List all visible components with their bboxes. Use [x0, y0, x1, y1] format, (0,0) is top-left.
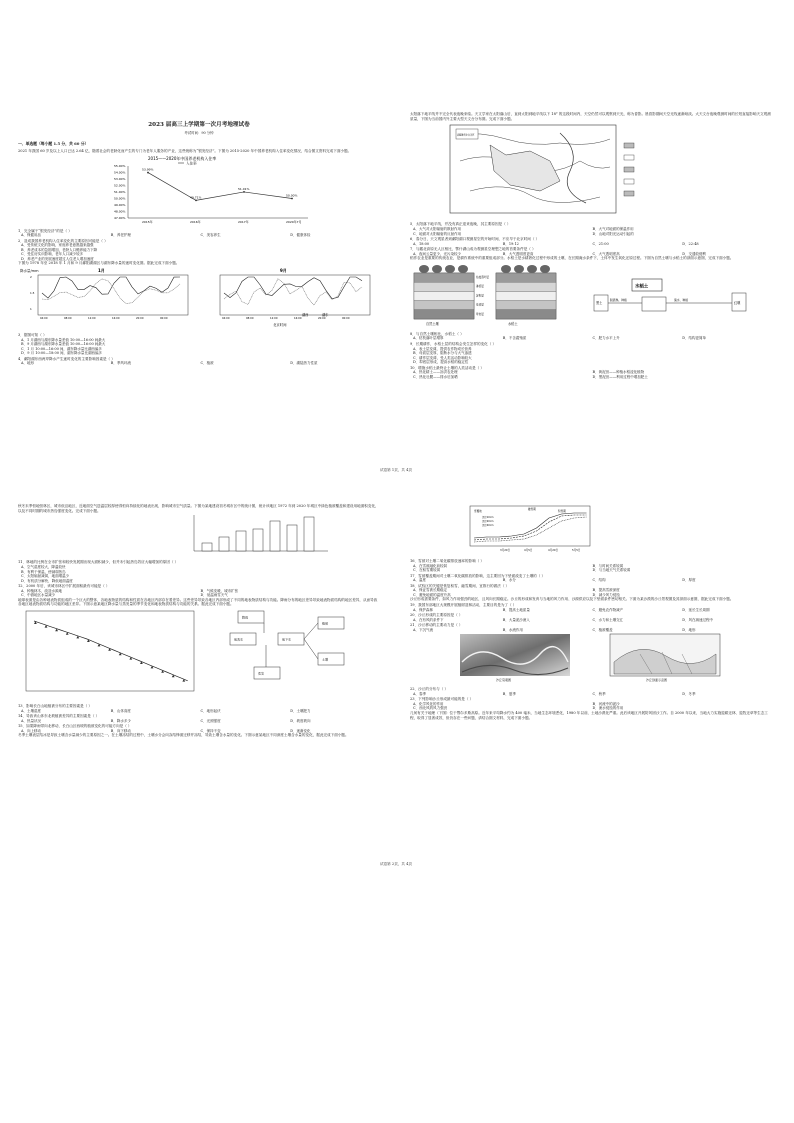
soil-layer-label: 淋溶层	[476, 285, 484, 289]
bar	[236, 531, 246, 551]
chart1-line	[148, 172, 292, 200]
chart2a-title: 1月	[98, 268, 105, 274]
chart1-axis	[114, 164, 308, 224]
chart2-x-tick: 20:00	[136, 317, 144, 321]
question-17: 17．雪被覆盖期间对土壤二氧化碳排放的影响，这主要因为下垫面改变了土壤的（ ）	[410, 573, 546, 578]
q23-option-a[interactable]: A．化学风化的作用	[413, 701, 444, 706]
chart2-x-tick: 08:00	[64, 317, 72, 321]
soil-layer-label: 母岩层	[476, 312, 484, 316]
moist-x-tick: 5月5日	[572, 549, 581, 552]
moist-phase-label: 积雪期	[558, 510, 566, 513]
q9-option-b[interactable]: B．母质层变厚，阻断水分与大气渗透	[413, 351, 472, 356]
map-legend-swatch	[624, 167, 634, 172]
q3-options	[18, 338, 380, 356]
moist-phase-label: 雪覆地	[474, 510, 482, 513]
q4-option-a[interactable]: A．地形	[21, 361, 35, 366]
chart2-y-tick: 1.5	[30, 291, 35, 296]
page-footer-1: 试卷第 1页，共 4页	[380, 468, 413, 472]
soil-layer	[496, 273, 556, 282]
q20-option-d[interactable]: D．风在减速过程中	[682, 617, 714, 622]
process-flow	[230, 611, 344, 679]
q19-option-b[interactable]: B．提高土地质量	[502, 607, 530, 612]
natural-soil-profile	[414, 265, 489, 319]
q23-option-d[interactable]: D．流水侵蚀的作用	[592, 706, 624, 711]
chart1-y-tick: 50.00%	[114, 196, 126, 201]
question-23: 23．下列影响沙丘形成最可能的是（ ）	[410, 697, 474, 702]
soil-layer-label: 淀积层	[476, 294, 484, 298]
chart2-x-tick: 12:00	[270, 317, 278, 321]
q22-option-a[interactable]: A．春季	[413, 691, 427, 696]
q19-option-c[interactable]: C．避免农作物减产	[592, 607, 624, 612]
forest-bars	[194, 515, 328, 551]
soil-layer	[496, 291, 556, 300]
flow-node-1: 脱潜熟、种植	[610, 297, 627, 302]
q6-option-d[interactable]: D．22:48	[682, 241, 699, 246]
chart2-x-tick: 16:00	[294, 317, 302, 321]
flow-node-2: 演水、种植	[674, 297, 688, 302]
dune-figures	[410, 632, 772, 682]
q2-option-b[interactable]: B．养老成本的急剧增加，老龄人口赡养能力下降	[21, 247, 98, 252]
q22-option-b[interactable]: B．夏季	[502, 691, 516, 696]
q16-options	[410, 564, 772, 573]
soil-caption-left: 自然土壤	[426, 321, 439, 326]
bar	[219, 537, 229, 551]
chart1-point	[243, 191, 245, 193]
chart1-y-tick: 51.00%	[114, 189, 126, 194]
chart1-legend: 入住率	[186, 161, 197, 166]
q12-option-d[interactable]: D．低温雨雪天气	[200, 593, 228, 598]
q13-options	[18, 709, 380, 714]
flow-arrow	[304, 639, 318, 659]
q13-option-a[interactable]: A．土壤湿度	[21, 708, 42, 713]
q12-option-b[interactable]: B．气候变暖，城市扩张	[200, 588, 239, 593]
chart1-y-tick: 54.00%	[114, 170, 126, 175]
soil-profile-diagram	[410, 261, 772, 327]
chart2-legend-east: 湖东	[322, 313, 329, 318]
q3-option-a[interactable]: A．1 月湖西与湖东降水量差值 10:00—16:00 间最大	[21, 337, 106, 342]
q10-option-b[interactable]: B．黄泥田——种植水稻浸化植物	[592, 370, 645, 375]
chart1-data-label: 53.99%	[142, 167, 154, 172]
q22-option-c[interactable]: C．秋季	[592, 691, 606, 696]
q13-option-b[interactable]: B．山体高度	[110, 708, 131, 713]
chart1-x-tick: 2016年	[190, 219, 201, 224]
flow-box-label: 蒸发	[258, 671, 265, 676]
q12-option-a[interactable]: A．种植林木，改造水源地	[21, 588, 63, 593]
map-legend-swatch	[624, 155, 634, 160]
q16-option-d[interactable]: D．与当地天气关系较弱	[592, 568, 631, 573]
q8-option-b[interactable]: B．不含腐殖质	[502, 336, 527, 341]
tree-icon	[419, 265, 429, 273]
q1-options	[18, 233, 380, 238]
page1-right-column	[410, 112, 772, 379]
chart1-data-label: 51.01%	[238, 186, 250, 191]
q14-option-b[interactable]: B．降水多少	[110, 718, 131, 723]
page2-left-column	[18, 504, 380, 738]
question-15: 15．如果降雨带向北移动，长白山区西坡的植被变化的可能方向是（ ）	[18, 724, 132, 729]
question-20: 20．沙丘形成的主要原因是（ ）	[410, 613, 463, 618]
question-3: 3．据图可知（ ）	[18, 333, 47, 338]
chart2-x-tick: 00:00	[160, 317, 168, 321]
q12-option-c[interactable]: C．中游地区水量减少	[21, 593, 56, 598]
q5-option-b[interactable]: B．大气对地面的保温作用	[592, 227, 634, 231]
q15-option-d[interactable]: D．逐渐变化	[290, 728, 311, 733]
question-6: 6．春分日，天文观星者到鄱阳湖口观测星空的开始时间，不应早于北京时间（ ）	[410, 237, 540, 241]
q20-options	[410, 618, 772, 623]
page-footer-2: 试卷第 2页，共 4页	[380, 862, 413, 866]
chart1-x-tick: 2017年	[238, 219, 249, 224]
question-4: 4．鄱阳湖东西两岸降水产生逐时变化的主要影响因素是（ ）	[18, 356, 115, 361]
bar	[270, 521, 280, 551]
moist-legend: 深度40cm	[482, 524, 494, 527]
q18-option-a[interactable]: A．保证雪被长期稳定	[413, 588, 448, 593]
q4-options	[18, 361, 380, 366]
bar	[304, 517, 314, 551]
soil-layer	[414, 282, 474, 291]
passage-4: 稻作农业是重要的传统农业，是耕作系统中的重要组成部分。水稻土是水耕熟化过程中形成的土壤，在长期淹水条件下，土体中发生氧化还原过程。下图为自然土壤与水稻土的剖面示意图，完成下面小题。	[410, 256, 734, 261]
q5-option-d[interactable]: D．山地对阳光运动引起的	[592, 231, 634, 236]
passage-1: 2021 年我国 60 岁及以上人口已达 2.64 亿，随着社会的老龄化而产生的专门为老年人服务的产业，这些统称为“银发经济”。下图为 2015-2020 年中国养老机构入住率变化情况，结合图文资料完成下面小题。	[18, 149, 352, 153]
question-1: 1．完全属于“银发经济”的是（ ）	[18, 228, 72, 233]
q18-options	[410, 588, 772, 597]
passage-2: 下图为 1978 年至 2018 年 1 月和 9 月鄱阳湖湖区与湖东降水量的逐时变化图。据此完成下面小题。	[18, 261, 180, 266]
q17-option-d[interactable]: D．厚度	[682, 578, 696, 583]
q11-options	[18, 565, 380, 583]
q4-option-d[interactable]: D．湖陆热力性质	[290, 361, 318, 366]
q17-option-c[interactable]: C．结构	[592, 578, 606, 583]
tree-icon	[458, 265, 468, 273]
q8-options	[410, 336, 772, 341]
q10-option-a[interactable]: A．热化耕土——沥洪农处理	[413, 370, 458, 375]
q10-options	[410, 370, 772, 379]
page2-right-column	[410, 504, 772, 720]
chart1-x-tick: 2015年	[142, 219, 153, 224]
q16-option-b[interactable]: B．与时间关系较弱	[592, 563, 624, 568]
q20-option-c[interactable]: C．水力和土壤交汇	[592, 617, 624, 622]
q17-options	[410, 578, 772, 583]
map-legend	[624, 143, 634, 196]
chart2-frame	[38, 275, 188, 315]
q21-option-c[interactable]: C．植被覆盖	[592, 627, 613, 632]
q13-option-d[interactable]: D．土壤肥力	[290, 708, 311, 713]
passage-7: 冬季土壤表层结冰是导致土壤含水量减少的主要原因之一。在土壤冻结的过程中，土壤水分会向冻结锋面迁移并冻结，导致土壤含水量的变化。下图示意某地区不同深度土壤含水量的变化，据此完成下面小题。	[18, 733, 349, 738]
q17-option-b[interactable]: B．水分	[502, 578, 516, 583]
q21-option-a[interactable]: A．下沉气流	[413, 627, 434, 632]
exam-title: 2023 届高三上学期第一次月考地理试卷	[148, 122, 250, 128]
question-9: 9．长期耕作，水稻土层的结构会发生怎样的变化（ ）	[410, 341, 497, 346]
flow-box-label: 地表水	[234, 637, 244, 642]
tree-icon	[514, 265, 524, 273]
q19-option-d[interactable]: D．延长生长周期	[682, 607, 710, 612]
q11-option-a[interactable]: A．空气湿度较大，降温较快	[21, 565, 66, 569]
chart2-xlabel: 北京时间	[273, 323, 287, 328]
chart2a-plot	[30, 275, 188, 320]
q5-option-c[interactable]: C．地面对太阳辐射的反射作用	[413, 231, 462, 236]
chart2-x-tick: 04:00	[222, 317, 230, 321]
q7-option-d[interactable]: D．交通较便利	[682, 251, 707, 256]
tree-icon	[501, 265, 511, 273]
q17-option-a[interactable]: A．温度	[413, 578, 427, 583]
tree-icon	[540, 265, 550, 273]
q1-option-a[interactable]: A．保健用品	[21, 233, 42, 238]
chart2b-plot	[220, 275, 370, 320]
dune-photo	[460, 634, 570, 676]
chart1-data-label: 50.00%	[286, 193, 298, 198]
chart2-y-tick: 1	[30, 307, 32, 312]
passage-8: 沙丘形成需要条件，如风力作用强劲的地区，且风向长期稳定。沙丘的形成和发育与当地的风力作用、沙源供应以及下垫面条件密切相关。下面为某沙漠的沙丘景观图及其剖面示意图，据此完成下面小题。	[410, 597, 734, 602]
q11-option-d[interactable]: D．有机质分解快，降低地面温度	[21, 578, 73, 583]
tree-icon	[432, 265, 442, 273]
q23-option-c[interactable]: C．西北风的风力强劲	[413, 706, 448, 711]
q1-option-b[interactable]: B．养老护理	[110, 233, 131, 238]
soil-layer	[414, 310, 474, 319]
q3-option-c[interactable]: C．1 月 10:00—16:00 间，湖东降水量比湖西偏多	[21, 346, 102, 351]
flow-box-label: 降雨	[242, 615, 249, 620]
map-region-label: 新疆维吾尔自治区	[457, 133, 475, 137]
moist-x-tick: 3月20日	[500, 549, 511, 552]
chart1-y-tick: 49.00%	[114, 202, 126, 207]
question-8: 8．与自然土壤相比，水稻土（ ）	[410, 331, 464, 336]
map-legend-swatch	[624, 179, 634, 184]
question-12: 12．2000 年后，该城市林区中扩展面积最有可能是（ ）	[18, 584, 110, 588]
moist-phase-label: 融雪期	[528, 508, 536, 511]
q3-option-b[interactable]: B．9 月湖西与湖东降水量差值 10:00—16:00 间最大	[21, 342, 106, 347]
q9-option-a[interactable]: A．表土层变薄，提供农作物成长营养	[413, 346, 472, 351]
observatory-map	[410, 121, 772, 217]
q11-option-c[interactable]: C．太阳辐射减弱，地面增温少	[21, 574, 70, 578]
q15-option-a[interactable]: A．向上移动	[21, 728, 42, 733]
map-legend-swatch	[624, 191, 634, 196]
q15-option-c[interactable]: C．保持不变	[200, 728, 221, 733]
chart1-point	[195, 199, 197, 201]
flow-arrow	[304, 623, 318, 639]
soil-layer	[414, 273, 474, 282]
q9-options	[410, 347, 772, 365]
chart2-legend-west: 湖西	[302, 313, 309, 318]
chart1-y-tick: 52.00%	[114, 183, 126, 188]
q6-options	[410, 242, 772, 247]
chart1-point	[291, 197, 293, 199]
q19-option-a[interactable]: A．保护森林	[413, 607, 434, 612]
q6-option-c[interactable]: C．21:00	[592, 241, 609, 246]
question-13: 13．影响长白山地植被分布的主要因素是（ ）	[18, 704, 92, 708]
chart2-ylabel: 降水量/mm	[20, 269, 39, 274]
soil-layer	[414, 300, 474, 309]
chart2-x-tick: 16:00	[112, 317, 120, 321]
question-7: 7．与藏北高原无人区相比，鄂什湖山成为观测星空理想之地的首要条件是（ ）	[410, 247, 536, 252]
passage-3: 太阳落下地平线并不完全代表夜晚来临。天文学家在太阳落山后，直到太阳到地平线以下 18° 的这段时间内，天空仍然可以观察到天光，称为昏影。晨昏影期间天空光线逐渐暗淡。大天文台夜晚观测时间的长短直接影响天文观测质量，下图为当前国内外主要大型天文台分布图。完成下面小题。	[410, 112, 771, 121]
q14-options	[18, 719, 380, 724]
moist-legend: 深度20cm	[482, 520, 494, 523]
chart2-x-tick: 04:00	[40, 317, 48, 321]
q7-option-a[interactable]: A．夜间云量更少、光污染较少	[413, 251, 462, 256]
q2-option-a[interactable]: A．受传统文化的影响，家庭养老意愿越来越强	[21, 243, 94, 248]
tree-icon	[445, 265, 455, 273]
q21-option-b[interactable]: B．水流作用	[502, 627, 523, 632]
soil-layer-label: 枯枝落叶层	[476, 275, 489, 279]
question-14: 14．导致该山体东北坡植被差异的主要因素是（ ）	[18, 714, 100, 719]
chart2-x-tick: 00:00	[342, 317, 350, 321]
q23-option-b[interactable]: B．河流中的泥沙	[592, 701, 620, 706]
chart1-point	[147, 171, 149, 173]
q15-option-b[interactable]: B．向下移动	[110, 728, 131, 733]
passage-5: 秋冬末季恒地恒林区，城市低洼地区，近地面空气逆温层较厚使得恒向持续化的地表出现，影响城市空气质量。下图为某地建设初冬城市区中的统计图，统计该地区 1972 年到 2020 年城区中绿色植被覆盖和建设用地面积变化，以及不同时期的城市热岛强度变化。完成下面小题。	[18, 504, 379, 513]
bar	[202, 543, 212, 551]
q3-option-d[interactable]: D．9 月 10:00—18:00 间，湖东降水量比湖西偏多	[21, 351, 103, 356]
q2-option-d[interactable]: D．养老产业的发展速度超过人住老人增加速度	[21, 256, 94, 261]
map-legend-swatch	[624, 143, 634, 148]
q16-option-c[interactable]: C．在积雪期较弱	[413, 568, 441, 573]
soil-layer	[496, 310, 556, 319]
poyang-precip-chart	[18, 266, 380, 328]
q22-options	[410, 692, 772, 697]
q8-option-d[interactable]: D．结构更简单	[682, 336, 707, 341]
exam-page-2	[18, 504, 776, 866]
question-16: 16．雪被对土壤二氧化碳排放速率的影响（ ）	[410, 559, 484, 563]
q5-option-a[interactable]: A．大气对太阳辐射的散射作用	[413, 227, 462, 231]
chart2-x-tick: 20:00	[318, 317, 326, 321]
q19-options	[410, 608, 772, 613]
question-11: 11．林地的比例在全市扩张和较快发展期出现大面积减少，但并未引起热岛效应大幅增加的原因（ ）	[18, 560, 179, 565]
elevation-flow-diagram	[18, 607, 380, 699]
flow-box-label: 地下水	[282, 637, 292, 642]
chart2b-title: 9月	[280, 268, 287, 274]
soil-moisture-chart	[410, 504, 772, 554]
q4-option-c[interactable]: C．植被	[200, 361, 214, 366]
question-10: 10．增施水稻土最终让土壤的人类活动是（ ）	[410, 365, 484, 370]
chart2-x-tick: 08:00	[246, 317, 254, 321]
flow-node-black-soil: 黑土	[596, 300, 603, 305]
q8-option-a[interactable]: A．枯枝落叶层增厚	[413, 336, 444, 341]
passage-9: 几何有关于地理（下图）位于鄂尔多斯高原。近年来平均降水约为 400 毫米，当地生态环境恶化，1980 年以前，土地沙漠化严重。此后该地区开展防风固沙工作。自 2000 年以来，当地大力实施退耕还林、退牧还草等生态工程，取得了显著成效，但仍存在一些问题，请结合图文材料，完成下面小题。	[410, 710, 768, 720]
q2-options	[18, 243, 380, 261]
soil-layer	[414, 291, 474, 300]
soil-layer	[496, 282, 556, 291]
q20-option-a[interactable]: A．在有风的条件下	[413, 617, 444, 622]
q8-option-c[interactable]: C．肥力水平上升	[592, 336, 620, 341]
bar	[253, 529, 263, 551]
dune-section-caption: 沙丘剖面示意图	[646, 678, 668, 683]
q22-option-d[interactable]: D．冬季	[682, 691, 696, 696]
dune-photo-caption: 沙丘景观图	[496, 678, 512, 683]
q18-option-d[interactable]: D．减少风力侵蚀	[592, 592, 620, 597]
flow-title: 水稻土	[635, 284, 649, 290]
q21-option-d[interactable]: D．地形	[682, 627, 696, 632]
nursing-occupancy-chart	[18, 154, 380, 224]
q10-option-d[interactable]: D．黑泥田——利用过程中增加肥土	[592, 374, 648, 379]
q4-option-b[interactable]: B．季风环流	[110, 361, 131, 366]
chart1-y-tick: 47.00%	[114, 215, 126, 220]
flow-box-label: 植被	[322, 621, 329, 626]
chart2-y-tick: 2	[30, 275, 32, 280]
soil-layer	[496, 300, 556, 309]
exam-subtitle: 考试时间：90 分钟	[184, 131, 214, 135]
flow-node-red-soil: 红壤	[734, 300, 741, 305]
q6-option-b[interactable]: B．19:12	[502, 241, 519, 246]
chart1-x-tick: 2020年7月	[286, 219, 302, 224]
question-2: 2．造成我国养老机构入住率变化的主要原因可能是（ ）	[18, 238, 108, 243]
question-5: 5．太阳落下地平线，并没有真正迎来夜晚，其主要原因是（ ）	[410, 222, 511, 227]
q5-options	[410, 227, 772, 236]
q1-option-c[interactable]: C．美容养生	[200, 233, 221, 238]
q7-option-c[interactable]: C．大气透明度高	[592, 251, 620, 256]
section-heading: 一、单选题（每小题 1.5 分，共 60 分）	[18, 141, 89, 146]
chart2-x-tick: 12:00	[88, 317, 96, 321]
q18-option-c[interactable]: C．避免地面的温度升高	[413, 592, 451, 597]
question-22: 22．沙丘的分布与（ ）	[410, 687, 449, 692]
q1-option-d[interactable]: D．健康体检	[290, 233, 311, 238]
q11-option-b[interactable]: B．有利于保温，使减弱热岛	[21, 569, 66, 574]
flow-box-label: 土壤	[322, 657, 329, 662]
q9-option-c[interactable]: C．耕作层变薄，受人类活动影响较大	[413, 355, 472, 360]
question-21: 21．沙丘移动的主要动力是（ ）	[410, 623, 463, 628]
q23-options	[410, 702, 772, 711]
q2-option-c[interactable]: C．受住房实训影响，老年人口减少较多	[21, 252, 84, 257]
q14-option-a[interactable]: A．热量状况	[21, 718, 42, 723]
q16-option-a[interactable]: A．在雪被融化前较弱	[413, 563, 448, 568]
moisture-plot	[470, 506, 590, 552]
chart1-y-tick: 55.00%	[114, 163, 126, 168]
paddy-soil-profile	[496, 265, 556, 319]
forest-bar-chart	[18, 513, 380, 555]
q18-option-b[interactable]: B．提高雪被深度	[592, 588, 620, 593]
chart1-y-tick: 48.00%	[114, 209, 126, 214]
q12-options	[18, 589, 380, 598]
question-19: 19．我国东部地区大规模开展植树造林活动，主要目的是为了（ ）	[410, 602, 517, 607]
q10-option-c[interactable]: C．热化壮膜——排水后加晒	[413, 374, 458, 379]
q14-option-c[interactable]: C．光照强度	[200, 718, 221, 723]
chart1-title: 2015——2020年中国养老机构入住率	[148, 155, 217, 161]
moist-x-tick: 4月5日	[524, 549, 533, 552]
q9-option-d[interactable]: D．犁底层形成，提高水稻的稳定性	[413, 360, 469, 365]
q13-option-c[interactable]: C．地形起伏	[200, 708, 221, 713]
q14-option-d[interactable]: D．坡度坡向	[290, 718, 311, 723]
q6-option-a[interactable]: A．18:00	[413, 241, 430, 246]
q7-option-b[interactable]: B．大气透明度更高	[502, 251, 534, 256]
page1-left-column	[18, 112, 380, 366]
q20-option-b[interactable]: B．大量泥沙流入	[502, 617, 530, 622]
soil-layer-label: 母质层	[476, 303, 484, 307]
bar	[287, 525, 297, 551]
moist-legend: 深度10cm	[482, 516, 494, 519]
moist-x-tick: 4月20日	[548, 549, 559, 552]
exam-page-1	[18, 112, 776, 472]
chart1-data-label: 49.71%	[190, 195, 202, 200]
passage-6: 地球表面是由各种地表物质组成的一个巨大的整体，各地表物质的结构和性质在各地区内部存在着差异。这些差异导致各地区内部形成了不同的地表物质结构与功能。降雨分布的地区差异导致地表物质结构的地区差异，从而导致各地区地表物质结构与功能的地区差异。下图示意某地区降水量与蒸发量的季节变化和地表物质结构与功能的关系。据此完成下面小题。	[18, 597, 378, 607]
soil-caption-right: 水稻土	[508, 321, 518, 326]
chart1-y-tick: 53.00%	[114, 176, 126, 181]
tree-icon	[527, 265, 537, 273]
question-18: 18．试验区的关键是恢复积雪，融雪期间，宜推行的做法（ ）	[410, 583, 510, 588]
